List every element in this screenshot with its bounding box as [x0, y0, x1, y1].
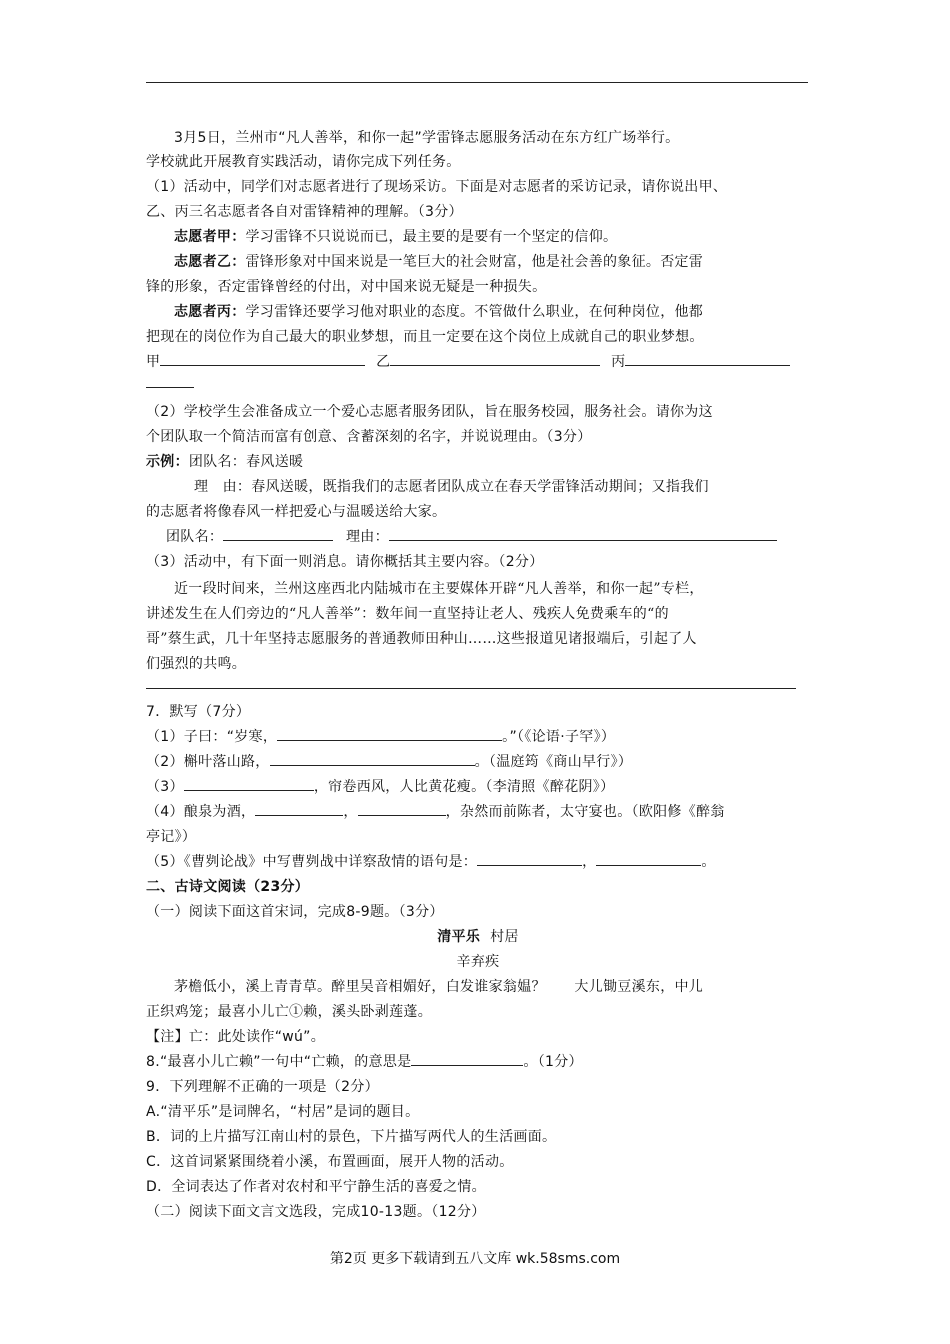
q7-2-text-b: 。（温庭筠《商山早行》） — [474, 754, 633, 770]
news-line-4: 们强烈的共鸣。 — [146, 656, 247, 672]
news-line-3: 哥”蔡生武，几十年坚持志愿服务的普通教师田种山……这些报道见诸报端后，引起了人 — [146, 631, 697, 647]
q7-2-blank[interactable] — [270, 751, 475, 766]
q2-prompt-line-2: 个团队取一个简洁而富有创意、含蓄深刻的名字，并说说理由。（3分） — [146, 429, 592, 445]
q7-4-text-b: ， — [343, 804, 358, 820]
volunteer-c-text-2: 把现在的岗位作为自己最大的职业梦想，而且一定要在这个岗位上成就自己的职业梦想。 — [146, 329, 704, 345]
blank-bing[interactable] — [625, 351, 790, 366]
q8-blank[interactable] — [411, 1051, 523, 1066]
intro-line-2: 学校就此开展教育实践活动，请你完成下列任务。 — [146, 154, 461, 170]
q2-prompt-line-1: （2）学校学生会准备成立一个爱心志愿者服务团队，旨在服务校园，服务社会。请你为这 — [146, 404, 713, 420]
section-2-sub-2: （二）阅读下面文言文选段，完成10-13题。（12分） — [146, 1204, 486, 1220]
q7-1-blank[interactable] — [277, 726, 502, 741]
q7-3-blank[interactable] — [184, 776, 314, 791]
volunteer-c — [146, 300, 838, 324]
q7-4-text-c: ，杂然而前陈者，太守宴也。（欧阳修《醉翁 — [445, 804, 725, 820]
answer-line-q1-cont — [146, 372, 810, 396]
q7-item-3 — [146, 775, 810, 799]
section-2-sub-1: （一）阅读下面这首宋词，完成8-9题。（3分） — [146, 904, 444, 920]
q3-answer-rule[interactable] — [146, 688, 796, 689]
q7-2-text-a: （2）槲叶落山路， — [146, 754, 270, 770]
blank-yi[interactable] — [390, 351, 600, 366]
q7-3-text-b: ，帘卷西风，人比黄花瘦。（李清照《醉花阴》） — [313, 779, 615, 795]
volunteer-c-label: 志愿者丙： — [174, 304, 246, 320]
q7-item-4 — [146, 800, 810, 824]
q7-4-blank-2[interactable] — [358, 801, 446, 816]
page-footer: 第2页 更多下载请到五八文库 wk.58sms.com — [329, 1251, 621, 1267]
news-line-1: 近一段时间来，兰州这座西北内陆城市在主要媒体开辟“凡人善举，和你一起”专栏， — [174, 581, 704, 597]
volunteer-b-label: 志愿者乙： — [174, 254, 246, 270]
news-line-2: 讲述发生在人们旁边的“凡人善举”：数年间一直坚持让老人、残疾人免费乘车的“的 — [146, 606, 669, 622]
volunteer-b-text-2: 锋的形象，否定雷锋曾经的付出，对中国来说无疑是一种损失。 — [146, 279, 547, 295]
volunteer-b-text-1: 雷锋形象对中国来说是一笔巨大的社会财富，他是社会善的象征。否定雷 — [245, 254, 704, 270]
blank-jia[interactable] — [160, 351, 365, 366]
example-team-name: 团队名：春风送暖 — [188, 454, 304, 470]
intro-line-1: 3月5日，兰州市“凡人善举，和你一起”学雷锋志愿服务活动在东方红广场举行。 — [174, 130, 680, 146]
label-bing: 丙 — [611, 354, 626, 370]
poem-title-line — [146, 925, 810, 949]
q9-option-b[interactable]: B．词的上片描写江南山村的景色，下片描写两代人的生活画面。 — [146, 1129, 557, 1145]
q1-prompt-line-1: （1）活动中，同学们对志愿者进行了现场采访。下面是对志愿者的采访记录，请你说出甲、 — [146, 179, 728, 195]
volunteer-a-text: 学习雷锋不只说说而已，最主要的是要有一个坚定的信仰。 — [245, 229, 618, 245]
volunteer-c-text-1: 学习雷锋还要学习他对职业的态度。不管做什么职业，在何种岗位，他都 — [245, 304, 704, 320]
q9-option-d[interactable]: D．全词表达了作者对农村和平宁静生活的喜爱之情。 — [146, 1179, 486, 1195]
poem-title: 清平乐 — [437, 929, 481, 945]
poem-note: 【注】亡：此处读作“wú”。 — [146, 1029, 326, 1045]
q7-1-text-b: 。”（《论语·子罕》） — [502, 729, 616, 745]
reason-label: 理由： — [345, 529, 389, 545]
q7-1-text-a: （1）子曰：“岁寒， — [146, 729, 278, 745]
q7-5-blank-1[interactable] — [477, 851, 582, 866]
poem-subtitle: 村居 — [490, 929, 519, 945]
q7-3-text-a: （3） — [146, 779, 184, 795]
reason-blank[interactable] — [389, 526, 777, 541]
team-answer-line — [146, 525, 830, 549]
q9-option-c[interactable]: C．这首词紧紧围绕着小溪，布置画面，展开人物的活动。 — [146, 1154, 514, 1170]
q9-prompt: 9．下列理解不正确的一项是（2分） — [146, 1079, 379, 1095]
poem-author: 辛弃疾 — [456, 954, 500, 970]
example-reason-2: 的志愿者将像春风一样把爱心与温暖送给大家。 — [146, 504, 447, 520]
q7-item-4-cont: 亭记》） — [146, 829, 197, 845]
example-line — [146, 450, 810, 474]
team-name-label: 团队名： — [166, 529, 224, 545]
team-name-blank[interactable] — [223, 526, 333, 541]
q7-5-blank-2[interactable] — [596, 851, 701, 866]
q7-title: 7．默写（7分） — [146, 704, 251, 720]
q7-5-text-b: ， — [582, 854, 597, 870]
q7-item-2 — [146, 750, 810, 774]
label-jia: 甲 — [146, 354, 161, 370]
section-2-title: 二、古诗文阅读（23分） — [146, 879, 310, 895]
q8 — [146, 1050, 810, 1074]
q7-4-text-a: （4）酿泉为酒， — [146, 804, 256, 820]
poem-line-2: 正织鸡笼；最喜小儿亡①赖，溪头卧剥莲蓬。 — [146, 1004, 432, 1020]
poem-line-1: 茅檐低小，溪上青青草。醉里吴音相媚好，白发谁家翁媪？ 大儿锄豆溪东，中儿 — [174, 979, 704, 995]
q3-prompt: （3）活动中，有下面一则消息。请你概括其主要内容。（2分） — [146, 554, 544, 570]
q9-option-a[interactable]: A.“清平乐”是词牌名，“村居”是词的题目。 — [146, 1104, 420, 1120]
example-reason-1: 理 由：春风送暖，既指我们的志愿者团队成立在春天学雷锋活动期间；又指我们 — [194, 479, 709, 495]
q7-5-text-c: 。 — [701, 854, 716, 870]
volunteer-b — [146, 250, 838, 274]
volunteer-a — [146, 225, 838, 249]
q8-text-a: 8.“最喜小儿亡赖”一句中“亡赖，的意思是 — [146, 1054, 412, 1070]
q8-text-b: 。（1分） — [523, 1054, 583, 1070]
q7-5-text-a: （5）《曹刿论战》中写曹刿战中详察敌情的语句是： — [146, 854, 478, 870]
label-yi: 乙 — [376, 354, 391, 370]
q7-item-1 — [146, 725, 810, 749]
q7-item-5 — [146, 850, 810, 874]
q1-prompt-line-2: 乙、丙三名志愿者各自对雷锋精神的理解。（3分） — [146, 204, 463, 220]
header-rule — [146, 82, 808, 83]
blank-bing-cont[interactable] — [146, 373, 194, 388]
answer-line-q1 — [146, 350, 810, 374]
volunteer-a-label: 志愿者甲： — [174, 229, 246, 245]
q7-4-blank-1[interactable] — [255, 801, 343, 816]
example-label: 示例： — [146, 454, 189, 470]
